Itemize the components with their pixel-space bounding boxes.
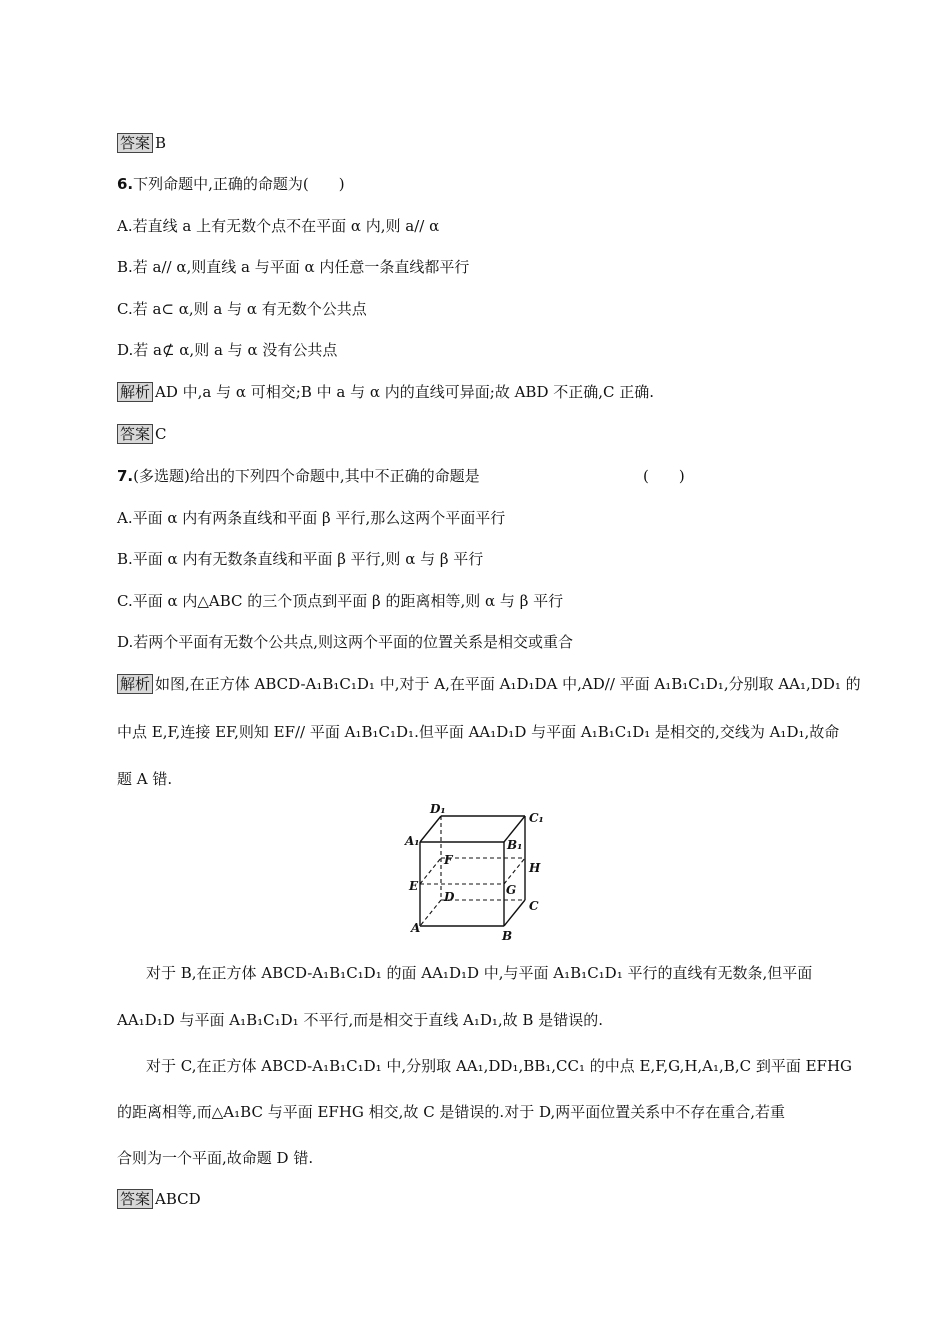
edge-a1d1: [420, 816, 441, 842]
cube-figure: [398, 800, 558, 950]
answer-line-q5: [117, 133, 166, 153]
answer-tag: 答案: [117, 133, 153, 153]
q6-answer: [117, 424, 167, 444]
q7-answer: [117, 1189, 201, 1209]
q7-analysis-line-2: 中点 E,F,连接 EF,则知 EF// 平面 A₁B₁C₁D₁.但平面 AA₁D₁D 与平面 A₁B₁C₁D₁ 是相交的,交线为 A₁D₁,故命: [117, 723, 840, 741]
label-f: F: [444, 853, 453, 867]
segment-ef: [420, 858, 441, 884]
label-a1: A₁: [405, 834, 420, 848]
q7-analysis-line-3: 题 A 错.: [117, 770, 173, 788]
analysis-tag: 解析: [117, 382, 153, 402]
q6-option-d: D.若 a⊄ α,则 a 与 α 没有公共点: [117, 341, 338, 359]
analysis-tag: 解析: [117, 674, 153, 694]
q6-option-c: C.若 a⊂ α,则 a 与 α 有无数个公共点: [117, 300, 367, 318]
label-c: C: [529, 899, 539, 913]
q6-analysis: [117, 382, 654, 402]
q7-option-a: A.平面 α 内有两条直线和平面 β 平行,那么这两个平面平行: [117, 509, 506, 527]
q7-para-b-line-2: AA₁D₁D 与平面 A₁B₁C₁D₁ 不平行,而是相交于直线 A₁D₁,故 B 是错误的.: [117, 1011, 603, 1029]
q7-option-d: D.若两个平面有无数个公共点,则这两个平面的位置关系是相交或重合: [117, 633, 574, 651]
analysis-text: 如图,在正方体 ABCD-A₁B₁C₁D₁ 中,对于 A,在平面 A₁D₁DA 中,AD// 平面 A₁B₁C₁D₁,分别取 AA₁,DD₁ 的: [155, 675, 861, 693]
q7-option-b: B.平面 α 内有无数条直线和平面 β 平行,则 α 与 β 平行: [117, 550, 484, 568]
q7-para-c-line-3: 合则为一个平面,故命题 D 错.: [117, 1149, 314, 1167]
segment-gh: [504, 858, 525, 884]
label-e: E: [409, 879, 419, 893]
edge-da-hidden: [420, 900, 441, 926]
label-c1: C₁: [529, 811, 544, 825]
question-stem: 下列命题中,正确的命题为( ): [133, 175, 345, 193]
label-a: A: [411, 921, 421, 935]
label-d1: D₁: [430, 802, 446, 816]
q7-para-c-line-2: 的距离相等,而△A₁BC 与平面 EFHG 相交,故 C 是错误的.对于 D,两平面位置关系中不存在重合,若重: [117, 1103, 786, 1121]
answer-value: B: [155, 134, 167, 152]
q7-stem-line: [117, 466, 480, 486]
q7-answer-paren: ( ): [643, 467, 685, 485]
q7-option-c: C.平面 α 内△ABC 的三个顶点到平面 β 的距离相等,则 α 与 β 平行: [117, 592, 564, 610]
q6-stem-line: [117, 174, 345, 194]
label-d: D: [444, 890, 455, 904]
question-number: 7.: [117, 467, 134, 485]
question-stem: (多选题)给出的下列四个命题中,其中不正确的命题是: [133, 467, 480, 485]
label-h: H: [529, 861, 541, 875]
answer-value: ABCD: [155, 1190, 201, 1208]
q7-para-b-line-1: 对于 B,在正方体 ABCD-A₁B₁C₁D₁ 的面 AA₁D₁D 中,与平面 A₁B₁C₁D₁ 平行的直线有无数条,但平面: [146, 964, 813, 982]
q7-para-c-line-1: 对于 C,在正方体 ABCD-A₁B₁C₁D₁ 中,分别取 AA₁,DD₁,BB₁,CC₁ 的中点 E,F,G,H,A₁,B,C 到平面 EFHG: [146, 1057, 853, 1075]
answer-tag: 答案: [117, 424, 153, 444]
edge-cb: [504, 900, 525, 926]
label-b1: B₁: [507, 838, 523, 852]
question-number: 6.: [117, 175, 134, 193]
analysis-text: AD 中,a 与 α 可相交;B 中 a 与 α 内的直线可异面;故 ABD 不正确,C 正确.: [155, 383, 655, 401]
q6-option-b: B.若 a// α,则直线 a 与平面 α 内任意一条直线都平行: [117, 258, 470, 276]
label-b: B: [502, 929, 513, 943]
q6-option-a: A.若直线 a 上有无数个点不在平面 α 内,则 a// α: [117, 217, 440, 235]
answer-value: C: [155, 425, 167, 443]
q7-analysis-line-1: [117, 674, 861, 694]
answer-tag: 答案: [117, 1189, 153, 1209]
label-g: G: [506, 883, 517, 897]
